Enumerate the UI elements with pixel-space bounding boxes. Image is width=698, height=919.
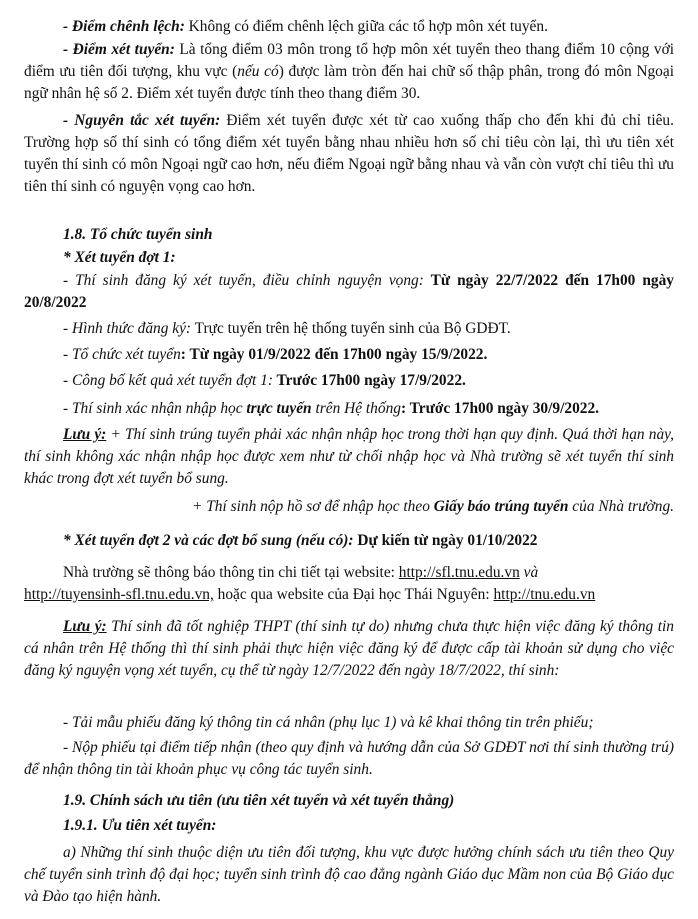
dot1-xac-nhan-paragraph [24,398,674,420]
dot1-xac-nhan-label-1: - Thí sinh xác nhận nhập học [63,400,247,417]
dot1-to-chuc-label: - Tổ chức xét tuyển [63,346,181,363]
nguyen-tac-label: - Nguyên tắc xét tuyển: [63,112,221,129]
tnu-website-link[interactable]: http://tnu.edu.vn [493,586,596,603]
dot1-cong-bo-paragraph [24,370,674,392]
dot1-luu-y-text-1: + Thí sinh trúng tuyển phải xác nhận nhập học trong thời hạn quy định. Quá thời hạn này, thí sinh không xác nhận nhập học được xem như từ chối nhập học và Nhà trường sẽ xét tuyển thí sinh khác trong đợt xét tuyển bổ sung. [24,426,674,487]
diem-xet-tuyen-note: nếu có [237,63,279,80]
dot2-website-paragraph [24,562,674,606]
diem-xet-tuyen-text-2: ) được làm tròn đến hai chữ số thập phân, trong đó môn Ngoại ngữ nhân hệ số 2. Điểm xét tuyển được tính theo thang điểm 30. [24,63,674,102]
dot1-hinh-thuc-value: Trực tuyến trên hệ thống tuyển sinh của Bộ GDĐT. [191,320,511,337]
section-1-9-1-text: a) Những thí sinh thuộc diện ưu tiên đối tượng, khu vực được hưởng chính sách ưu tiên theo Quy chế tuyển sinh trình độ đại học; tuyển sinh trình độ cao đẳng ngành Giáo dục Mầm non của Bộ Giáo dục và Đào tạo hiện hành. [24,844,674,905]
luu-y-2-item-1: - Tải mẫu phiếu đăng ký thông tin cá nhân (phụ lục 1) và kê khai thông tin trên phiếu; [63,714,594,731]
nguyen-tac-paragraph [24,110,674,198]
dot1-dang-ky-paragraph [24,270,674,314]
dot2-heading-value: Dự kiến từ ngày 01/10/2022 [353,532,538,549]
dot1-hinh-thuc-paragraph [24,318,674,340]
dot1-hinh-thuc-label: - Hình thức đăng ký: [63,320,192,337]
dot2-text-2: hoặc qua website của Đại học Thái Nguyên: [213,586,494,603]
luu-y-2-text: Thí sinh đã tốt nghiệp THPT (thí sinh tự do) nhưng chưa thực hiện việc đăng ký thông tin cá nhân trên Hệ thống thì thí sinh phải thực hiện việc đăng ký để được cấp tài khoản sử dụng cho việc đăng ký nguyện vọng xét tuyển, cụ thể từ ngày 12/7/2022 đến ngày 18/7/2022, thí sinh: [24,618,674,679]
section-1-8-heading: 1.8. Tổ chức tuyển sinh [63,226,213,243]
dot2-va: và [519,564,539,581]
diem-chenh-lech-text: Không có điểm chênh lệch giữa các tổ hợp môn xét tuyển. [184,18,548,35]
dot1-luu-y-2-paragraph [24,496,674,518]
dot1-luu-y-2-text-b: Giấy báo trúng tuyển [433,498,569,515]
dot1-luu-y-paragraph [24,424,674,490]
dot1-heading: * Xét tuyển đợt 1: [63,249,176,266]
dot1-xac-nhan-bold: trực tuyến [246,400,312,417]
section-1-9-heading: 1.9. Chính sách ưu tiên (ưu tiên xét tuyển và xét tuyển thẳng) [63,792,455,809]
nguyen-tac-text: Điểm xét tuyển được xét từ cao xuống thấp cho đến khi đủ chỉ tiêu. Trường hợp số thí sinh có tổng điểm xét tuyển bằng nhau nhiều hơn số chỉ tiêu còn lại, thì ưu tiên xét tuyển thí sinh có môn Ngoại ngữ cao hơn, nếu điểm Ngoại ngữ bằng nhau và vẫn còn vượt chỉ tiêu thì ưu tiên thí sinh có nguyện vọng cao hơn. [24,112,674,195]
luu-y-2-item-2: - Nộp phiếu tại điểm tiếp nhận (theo quy định và hướng dẫn của Sở GDĐT nơi thí sinh thường trú) để nhận thông tin tài khoản phục vụ công tác tuyển sinh. [24,739,674,778]
sfl-website-link[interactable]: http://sfl.tnu.edu.vn [398,564,520,581]
dot1-xac-nhan-value: : Trước 17h00 ngày 30/9/2022. [400,400,600,417]
diem-xet-tuyen-paragraph [24,39,674,105]
diem-chenh-lech-label: - Điểm chênh lệch: [63,18,185,35]
luu-y-2-label: Lưu ý: [63,618,107,635]
diem-chenh-lech-paragraph [24,16,674,38]
dot1-cong-bo-label: - Công bố kết quả xét tuyển đợt 1: [63,372,273,389]
diem-xet-tuyen-text-1: Là tổng điểm 03 môn trong tổ hợp môn xét tuyển theo thang điểm 10 cộng với điểm ưu tiên đối tượng, khu vực ( [24,41,674,80]
dot1-luu-y-2-text-c: của Nhà trường. [568,498,674,515]
luu-y-2-paragraph [24,616,674,682]
section-1-9-1-heading: 1.9.1. Ưu tiên xét tuyển: [63,817,217,834]
dot2-heading: * Xét tuyển đợt 2 và các đợt bổ sung (nếu có): [63,532,354,549]
dot1-to-chuc-value: : Từ ngày 01/9/2022 đến 17h00 ngày 15/9/2022. [180,346,488,363]
dot2-text-1: Nhà trường sẽ thông báo thông tin chi tiết tại website: [63,564,399,581]
dot1-dang-ky-label: - Thí sinh đăng ký xét tuyển, điều chỉnh nguyện vọng: [63,272,424,289]
dot1-xac-nhan-label-2: trên Hệ thống [311,400,401,417]
tuyensinh-website-link[interactable]: http://tuyensinh-sfl.tnu.edu.vn, [24,586,214,603]
dot1-dang-ky-value: Từ ngày 22/7/2022 đến 17h00 ngày 20/8/2022 [24,272,674,311]
dot1-cong-bo-value: Trước 17h00 ngày 17/9/2022. [272,372,466,389]
dot2-heading-paragraph [24,530,674,552]
dot1-luu-y-label: Lưu ý: [63,426,107,443]
diem-xet-tuyen-label: - Điểm xét tuyển: [63,41,175,58]
dot1-luu-y-2-text-a: + Thí sinh nộp hồ sơ để nhập học theo [192,498,434,515]
dot1-to-chuc-paragraph [24,344,674,366]
